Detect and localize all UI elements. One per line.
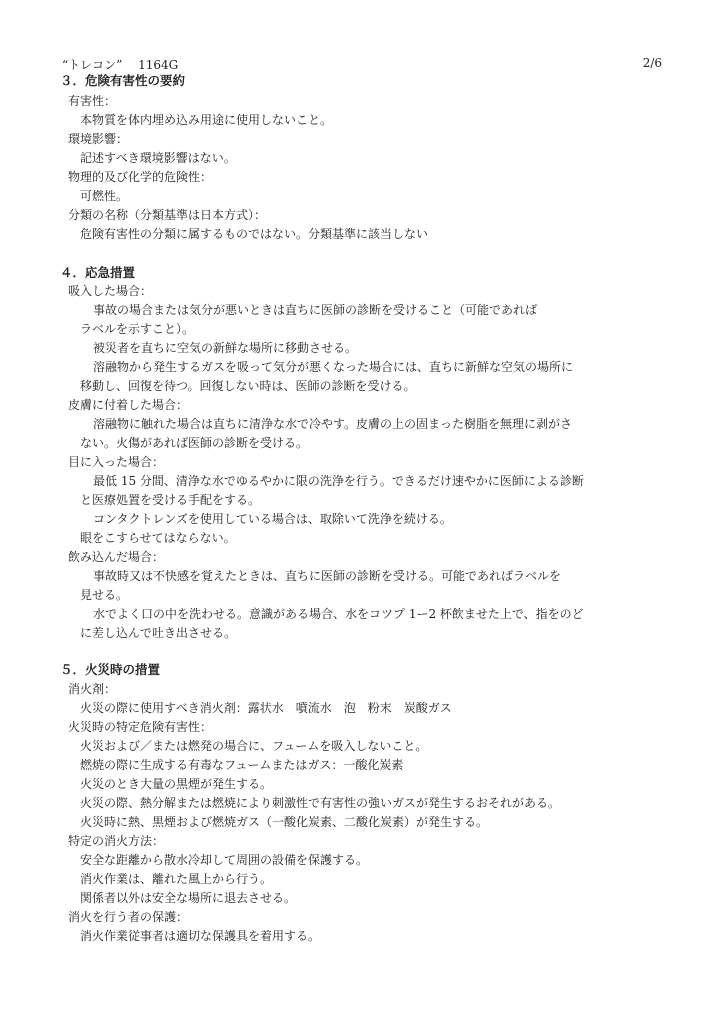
sec3-heading-class: 分類の名称（分類基準は日本方式）： [68,208,267,222]
page-number: 2/6 [642,56,662,70]
sec5-heading-hazard: 火災時の特定危険有害性： [68,720,213,734]
sec4-text: ない。火傷があれば医師の診断を受ける。 [80,436,309,450]
sec3-text: 可燃性。 [80,189,129,203]
sec5-heading-agent: 消火剤： [68,682,117,696]
sec4-text: 被災者を直ちに空気の新鮮な場所に移動させる。 [93,341,358,355]
sec5-text: 消火作業従事者は適切な保護具を着用する。 [80,929,321,943]
page-header [62,56,662,72]
sec4-text: 眼をこすらせてはならない。 [80,531,236,545]
sec4-text: 移動し、回復を待つ。回復しない時は、医師の診断を受ける。 [80,379,416,393]
sec4-text: 事故時又は不快感を覚えたときは、直ちに医師の診断を受ける。可能であればラベルを [93,569,562,583]
sec5-text: 火災および／または燃発の場合に、フュームを吸入しないこと。 [80,739,428,753]
sec5-text: 消火作業は、離れた風上から行う。 [80,872,273,886]
sec3-text: 記述すべき環境影響はない。 [80,151,236,165]
sec4-text: 溶融物から発生するガスを吸って気分が悪くなった場合には、直ちに新鮮な空気の場所に [93,360,574,374]
sec5-text: 関係者以外は安全な場所に退去させる。 [80,891,297,905]
sec4-text: 溶融物に触れた場合は直ちに清浄な水で冷やす。皮膚の上の固まった樹脂を無理に剥がさ [93,417,573,431]
sec3-text: 危険有害性の分類に属するものではない。分類基準に該当しない [80,227,429,241]
sec4-text: 事故の場合または気分が悪いときは直ちに医師の診断を受けること（可能であれば [93,303,538,317]
section-5-title: ５．火災時の措置 [60,662,161,677]
sec4-heading-skin: 皮膚に付着した場合： [68,398,189,412]
section-3-title: ３．危険有害性の要約 [60,73,186,88]
sec4-text: と医療処置を受ける手配をする。 [80,493,261,507]
sec5-text: 火災の際、熱分解または燃焼により刺激性で有害性の強いガスが発生するおそれがある。 [80,796,561,810]
sec4-text: に差し込んで吐き出させる。 [80,626,237,640]
sec3-heading-env: 環境影響： [68,132,129,146]
sec3-heading-hazard: 有害性： [68,94,117,108]
sec5-text: 火災の際に使用すべき消火剤：露状水 噴流水 泡 粉末 炭酸ガス [80,701,452,715]
sec4-text: 最低 15 分間、清浄な水でゆるやかに限の洗浄を行う。できるだけ速やかに医師による診断 [93,474,584,488]
sec5-heading-method: 特定の消火方法： [68,834,165,848]
sec5-text: 火災時に熱、黒煙および燃焼ガス（一酸化炭素、二酸化炭素）が発生する。 [80,815,489,829]
sec4-text: ラベルを示すこと）。 [80,322,195,336]
sec5-heading-protect: 消火を行う者の保護： [68,910,189,924]
product-name: “トレコン” 1164G [62,58,179,72]
section-4-title: ４．応急措置 [60,265,136,280]
sec3-text: 本物質を体内埋め込み用途に使用しないこと。 [80,113,333,127]
sec5-text: 燃焼の際に生成する有毒なフュームまたはガス：一酸化炭素 [80,758,404,772]
sec4-text: 水でよく口の中を洗わせる。意識がある場合、水をコツプ 1ー2 杯飲ませた上で、指をのど [93,607,584,621]
sec4-heading-ingest: 飲み込んだ場合： [68,550,165,564]
sec4-text: 見せる。 [80,588,129,602]
sec4-heading-eye: 目に入った場合： [68,455,165,469]
sec5-text: 火災のとき大量の黒煙が発生する。 [80,777,273,791]
sec4-text: コンタクトレンズを使用している場合は、取除いて洗浄を続ける。 [93,512,452,526]
sec3-heading-physchem: 物理的及び化学的危険性： [68,170,213,184]
sec5-text: 安全な距離から散水冷却して周囲の設備を保護する。 [80,853,369,867]
sec4-heading-inhale: 吸入した場合： [68,284,153,298]
